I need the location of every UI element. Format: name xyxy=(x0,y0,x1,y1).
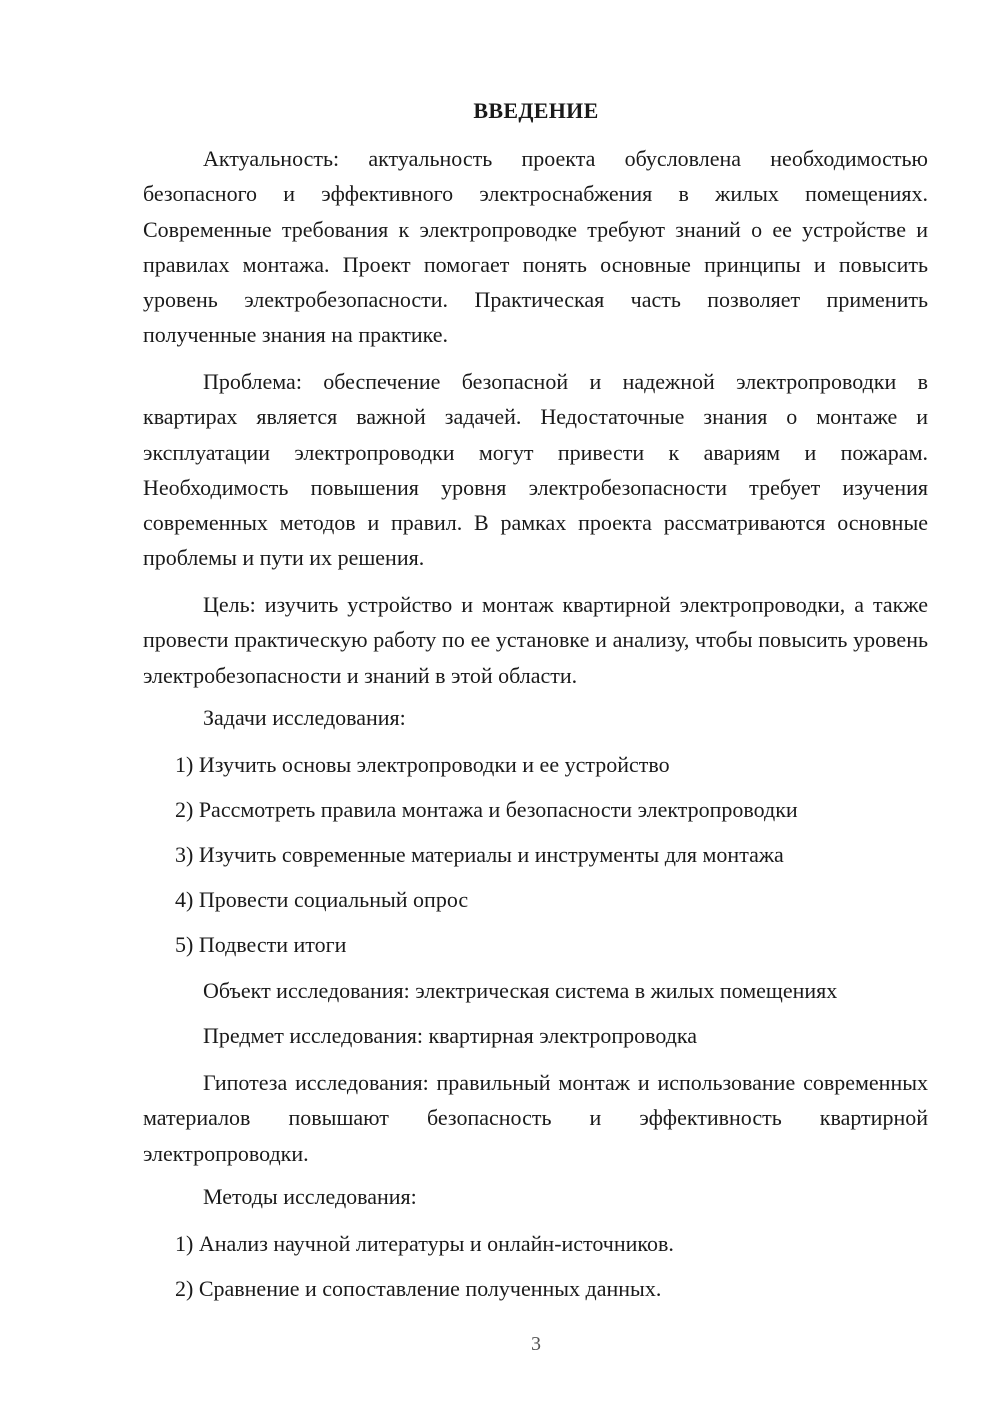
paragraph-hypothesis-text: Гипотеза исследования: правильный монтаж и использование современных материалов повышают безопасность и эффективность квартирной электропроводки. xyxy=(143,1070,928,1166)
paragraph-hypothesis xyxy=(143,1065,928,1171)
research-subject: Предмет исследования: квартирная электропроводка xyxy=(203,1023,698,1048)
task-item: 3) Изучить современные материалы и инструменты для монтажа xyxy=(175,842,784,867)
method-item: 1) Анализ научной литературы и онлайн-источников. xyxy=(175,1231,674,1256)
tasks-heading: Задачи исследования: xyxy=(203,705,406,730)
task-item: 2) Рассмотреть правила монтажа и безопасности электропроводки xyxy=(175,797,798,822)
research-object: Объект исследования: электрическая система в жилых помещениях xyxy=(203,978,838,1003)
paragraph-goal xyxy=(143,587,928,693)
paragraph-relevance xyxy=(143,141,928,353)
task-item: 1) Изучить основы электропроводки и ее устройство xyxy=(175,752,670,777)
task-item: 5) Подвести итоги xyxy=(175,932,347,957)
methods-heading: Методы исследования: xyxy=(203,1184,417,1209)
paragraph-problem-text: Проблема: обеспечение безопасной и надежной электропроводки в квартирах является важной задачей. Недостаточные знания о монтаже и эксплуатации электропроводки могут привести к авариям и пожарам. Необходимость повышения уровня электробезопасности требует изучения современных методов и правил. В рамках проекта рассматриваются основные проблемы и пути их решения. xyxy=(143,369,928,571)
method-item: 2) Сравнение и сопоставление полученных данных. xyxy=(175,1276,662,1301)
page-title: ВВЕДЕНИЕ xyxy=(473,98,599,123)
paragraph-goal-text: Цель: изучить устройство и монтаж квартирной электропроводки, а также провести практическую работу по ее установке и анализу, чтобы повысить уровень электробезопасности и знаний в этой области. xyxy=(143,592,928,688)
task-item: 4) Провести социальный опрос xyxy=(175,887,469,912)
paragraph-problem xyxy=(143,364,928,576)
paragraph-relevance-text: Актуальность: актуальность проекта обусловлена необходимостью безопасного и эффективного электроснабжения в жилых помещениях. Современные требования к электропроводке требуют знаний о ее устройстве и правилах монтажа. Проект помогает понять основные принципы и повысить уровень электробезопасности. Практическая часть позволяет применить полученные знания на практике. xyxy=(143,146,928,348)
page-number: 3 xyxy=(531,1333,541,1355)
